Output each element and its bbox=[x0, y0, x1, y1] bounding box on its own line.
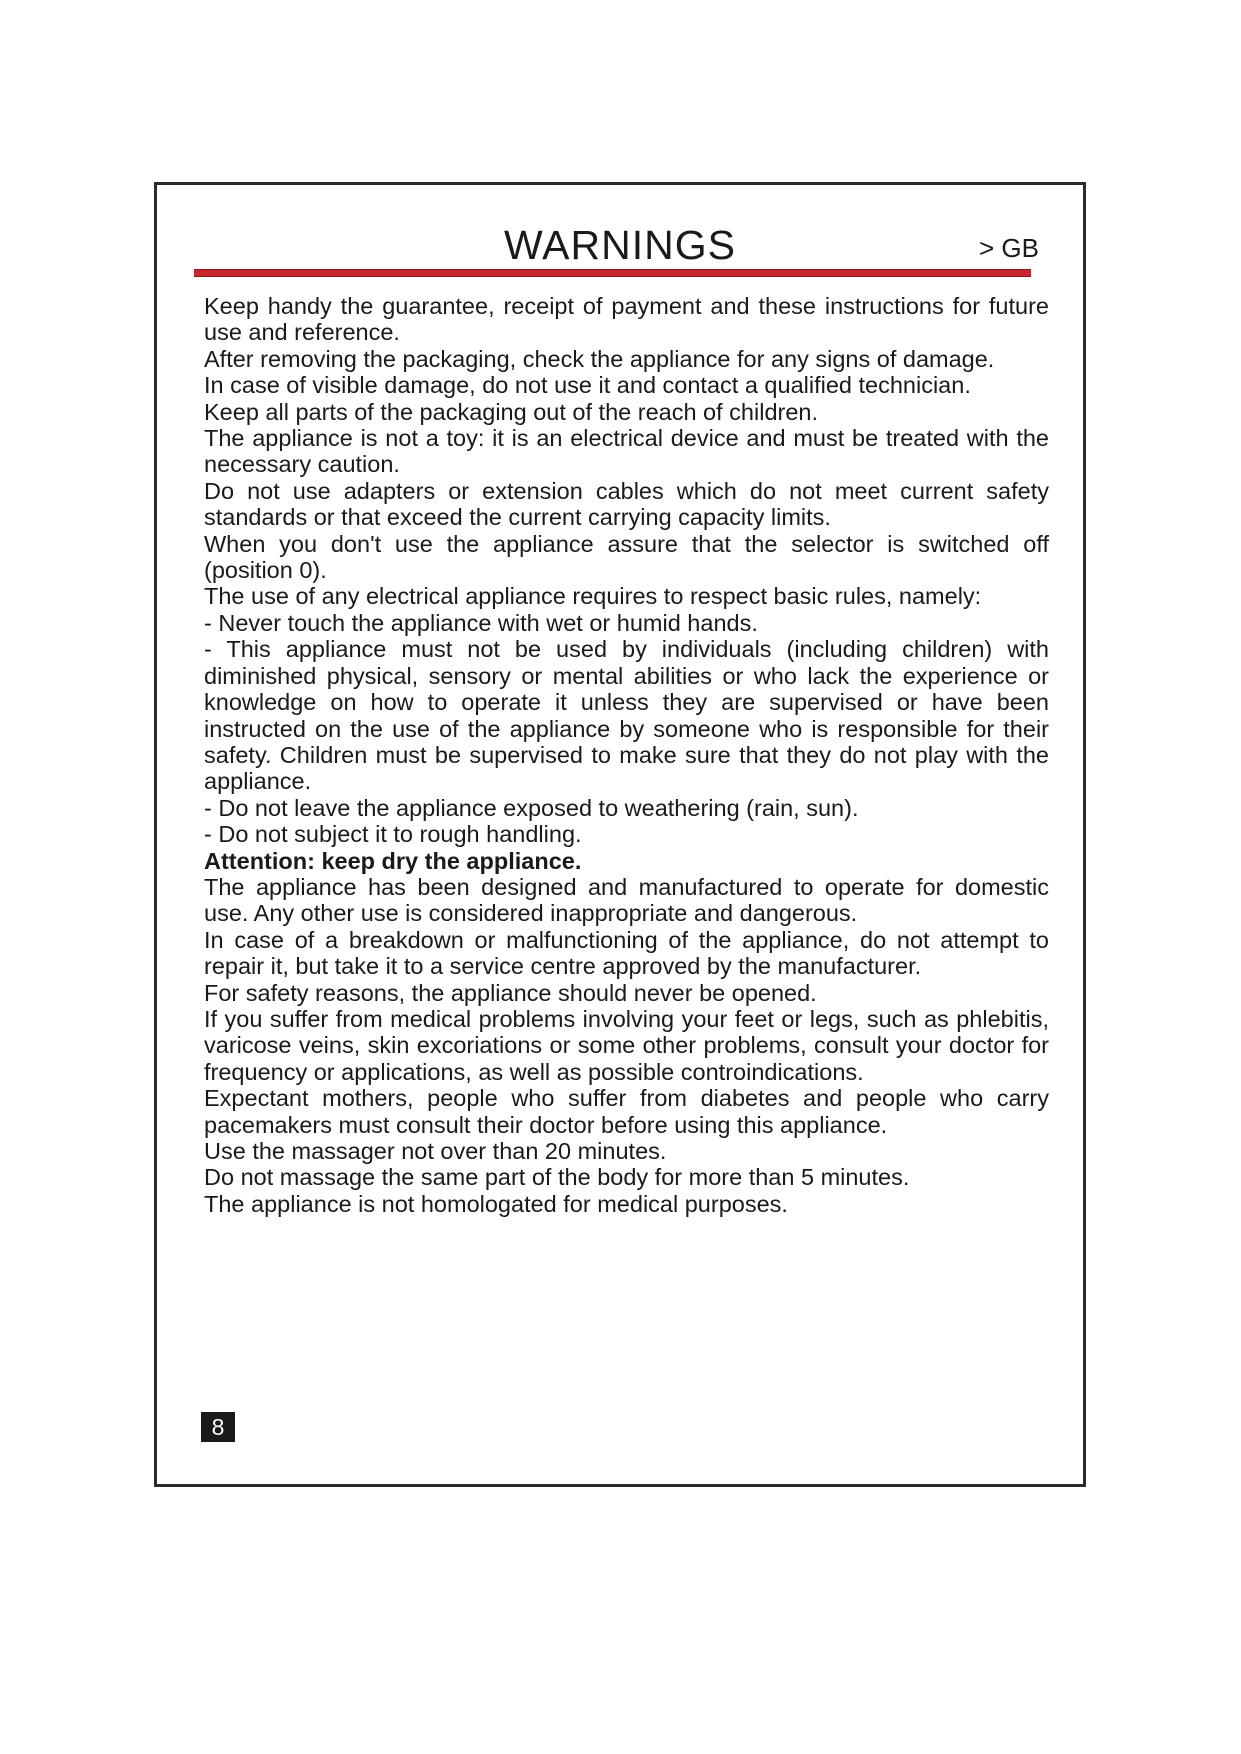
title-divider bbox=[194, 269, 1031, 277]
language-indicator: > GB bbox=[979, 233, 1039, 263]
paragraph: When you don't use the appliance assure that the selector is switched off (position 0). bbox=[204, 530, 1049, 584]
paragraph: Use the massager not over than 20 minutes. bbox=[204, 1138, 667, 1164]
paragraph: After removing the packaging, check the appliance for any signs of damage. bbox=[204, 345, 995, 372]
paragraph: In case of a breakdown or malfunctioning of the appliance, do not attempt to repair it, but take it to a service centre approved by the manufacturer. bbox=[204, 926, 1049, 980]
paragraph: For safety reasons, the appliance should never be opened. bbox=[204, 979, 817, 1006]
list-item: - Do not subject it to rough handling. bbox=[204, 821, 582, 848]
page-title: WARNINGS bbox=[504, 222, 736, 268]
paragraph: The appliance has been designed and manufactured to operate for domestic use. Any other use is considered inappropriate and dangerous. bbox=[204, 873, 1049, 927]
paragraph: In case of visible damage, do not use it and contact a qualified technician. bbox=[204, 372, 971, 399]
paragraph: If you suffer from medical problems involving your feet or legs, such as phlebitis, varicose veins, skin excoriations or some other problems, consult your doctor for frequency or applications, as well as possible controindications. bbox=[204, 1005, 1049, 1085]
attention-heading: Attention: keep dry the appliance. bbox=[204, 847, 582, 874]
paragraph: Expectant mothers, people who suffer from diabetes and people who carry pacemakers must consult their doctor before using this appliance. bbox=[204, 1085, 1049, 1138]
paragraph: The appliance is not homologated for medical purposes. bbox=[204, 1190, 788, 1217]
paragraph: Keep handy the guarantee, receipt of payment and these instructions for future use and reference. bbox=[204, 293, 1049, 346]
list-item: - This appliance must not be used by individuals (including children) with diminished physical, sensory or mental abilities or who lack the experience or knowledge on how to operate it unless they are supervised or have been instructed on the use of the appliance by someone who is responsible for their safety. Children must be supervised to make sure that they do not play with the appliance. bbox=[204, 636, 1049, 795]
paragraph: Do not use adapters or extension cables which do not meet current safety standards or that exceed the current carrying capacity limits. bbox=[204, 477, 1049, 531]
page-frame bbox=[154, 182, 1086, 1487]
list-item: - Never touch the appliance with wet or humid hands. bbox=[204, 609, 758, 636]
paragraph: The appliance is not a toy: it is an electrical device and must be treated with the necessary caution. bbox=[204, 425, 1049, 478]
paragraph: The use of any electrical appliance requires to respect basic rules, namely: bbox=[204, 583, 982, 610]
paragraph: Do not massage the same part of the body for more than 5 minutes. bbox=[204, 1164, 910, 1191]
paragraph: Keep all parts of the packaging out of the reach of children. bbox=[204, 398, 819, 425]
list-item: - Do not leave the appliance exposed to weathering (rain, sun). bbox=[204, 794, 859, 821]
page-number: 8 bbox=[201, 1412, 235, 1442]
warnings-body bbox=[204, 293, 1049, 1217]
